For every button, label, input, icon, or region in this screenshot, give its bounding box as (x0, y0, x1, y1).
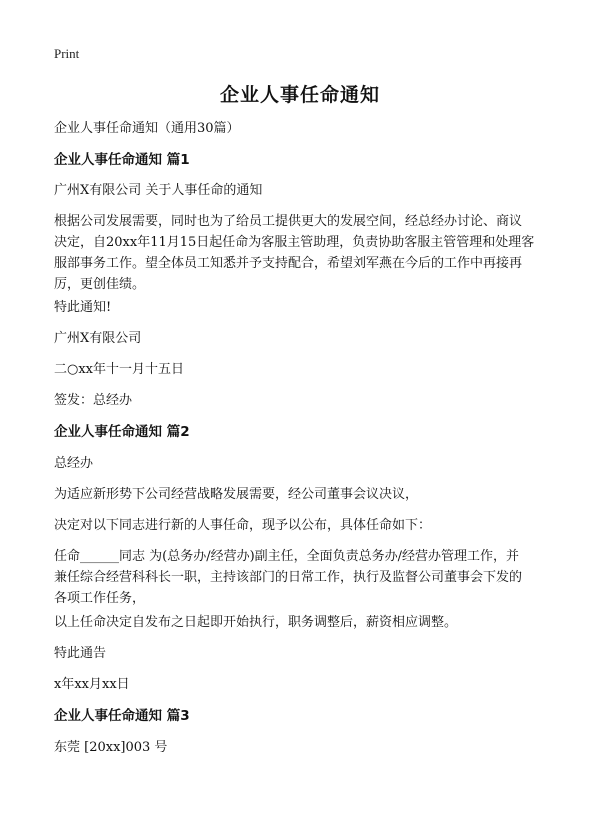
document-subtitle: 企业人事任命通知（通用30篇） (54, 121, 240, 136)
section3-line1: 东莞 [20xx]003 号 (54, 740, 168, 755)
paragraph-line: 根据公司发展需要，同时也为了给员工提供更大的发展空间，经总经办讨论、商议 (54, 214, 523, 229)
paragraph-line: 兼任综合经营科科长一职，主持该部门的日常工作，执行及监督公司董事会下发的 (54, 570, 523, 585)
paragraph-line: 任命______同志 为(总务办/经营办)副主任，全面负责总务办/经营办管理工作，并 (54, 549, 520, 564)
section1-notice: 特此通知! (54, 300, 112, 315)
section2-notice: 特此通告 (54, 646, 107, 661)
paragraph-line: 各项工作任务， (54, 591, 146, 606)
section1-company: 广州X有限公司 (54, 331, 142, 346)
section2-heading: 企业人事任命通知 篇2 (54, 424, 190, 440)
section1-line1: 广州X有限公司 关于人事任命的通知 (54, 183, 263, 198)
section2-line4: 以上任命决定自发布之日起即开始执行，职务调整后，薪资相应调整。 (54, 615, 458, 630)
section1-paragraph (54, 211, 554, 295)
section2-line2: 为适应新形势下公司经营战略发展需要，经公司董事会议决议， (54, 487, 419, 502)
section2-line3: 决定对以下同志进行新的人事任命，现予以公布，具体任命如下： (54, 518, 432, 533)
section1-date: 二○xx年十一月十五日 (54, 362, 185, 377)
section1-heading: 企业人事任命通知 篇1 (54, 152, 190, 168)
section2-date: x年xx月xx日 (54, 677, 130, 692)
paragraph-line: 服部事务工作。望全体员工知悉并予支持配合，希望刘军燕在今后的工作中再接再 (54, 256, 523, 271)
paragraph-line: 厉，更创佳绩。 (54, 277, 146, 292)
section2-line1: 总经办 (54, 456, 94, 471)
print-label: Print (54, 46, 80, 61)
paragraph-line: 决定，自20xx年11月15日起任命为客服主管助理，负责协助客服主管管理和处理客 (54, 235, 535, 250)
document-title: 企业人事任命通知 (219, 84, 380, 106)
section3-heading: 企业人事任命通知 篇3 (54, 708, 190, 724)
section1-signed: 签发：总经办 (54, 393, 133, 408)
section2-paragraph (54, 546, 554, 609)
